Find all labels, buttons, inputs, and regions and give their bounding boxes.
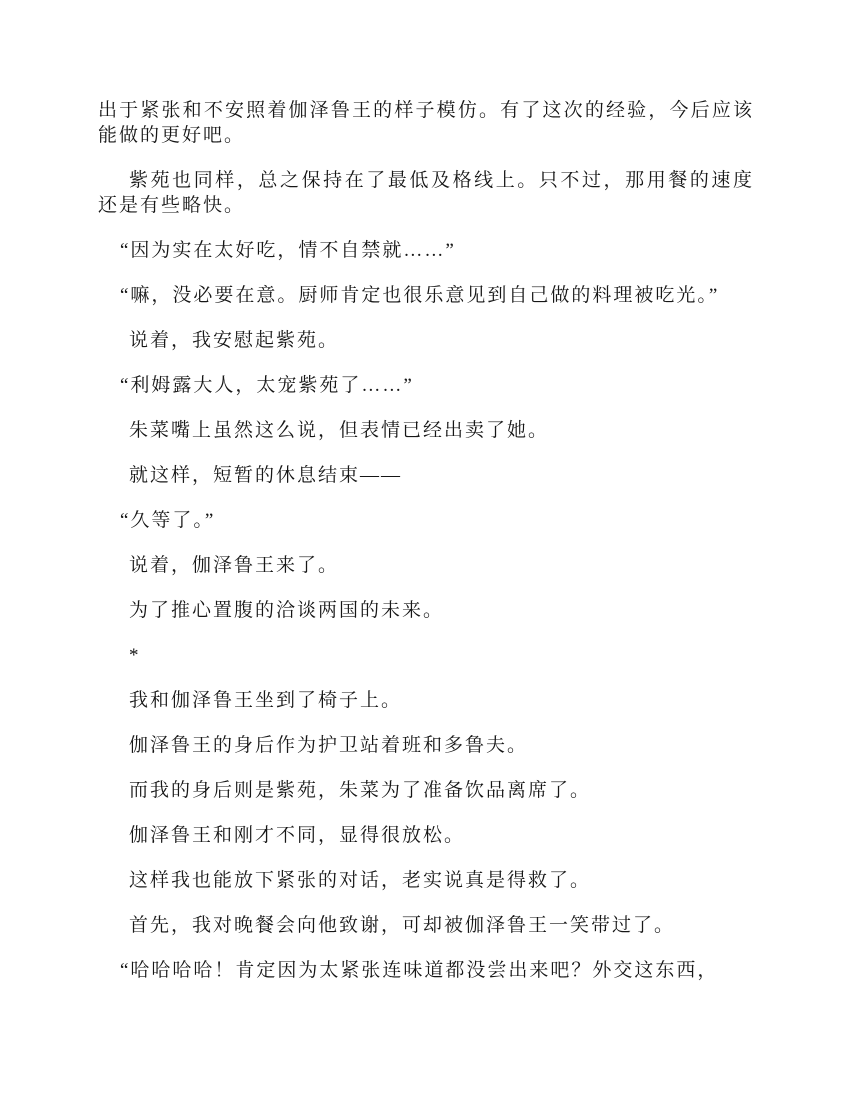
paragraph: 说着，我安慰起紫苑。 <box>129 330 340 351</box>
paragraph: 为了推心置腹的洽谈两国的未来。 <box>129 600 445 621</box>
paragraph: 就这样，短暂的休息结束—— <box>129 465 403 486</box>
paragraph: 这样我也能放下紧张的对话，老实说真是得救了。 <box>129 870 592 891</box>
paragraph: 而我的身后则是紫苑，朱菜为了准备饮品离席了。 <box>129 780 592 801</box>
paragraph: 伽泽鲁王和刚才不同，显得很放松。 <box>129 825 466 846</box>
paragraph: 伽泽鲁王的身后作为护卫站着班和多鲁夫。 <box>129 735 529 756</box>
paragraph-dialogue: “久等了。” <box>120 510 216 531</box>
paragraph: 朱菜嘴上虽然这么说，但表情已经出卖了她。 <box>129 420 550 441</box>
paragraph-dialogue: “嘛，没必要在意。厨师肯定也很乐意见到自己做的料理被吃光。” <box>120 285 720 306</box>
paragraph-dialogue: “因为实在太好吃，情不自禁就……” <box>120 240 456 261</box>
paragraph-dialogue: “利姆露大人，太宠紫苑了……” <box>120 375 414 396</box>
paragraph: 我和伽泽鲁王坐到了椅子上。 <box>129 690 403 711</box>
paragraph: 出于紧张和不安照着伽泽鲁王的样子模仿。有了这次的经验，今后应该能做的更好吧。 <box>98 100 754 146</box>
paragraph: 说着，伽泽鲁王来了。 <box>129 555 340 576</box>
paragraph-dialogue: “哈哈哈哈！肯定因为太紧张连味道都没尝出来吧？外交这东西， <box>120 960 719 981</box>
paragraph: 首先，我对晚餐会向他致谢，可却被伽泽鲁王一笑带过了。 <box>129 915 676 936</box>
scene-break: * <box>129 645 141 666</box>
paragraph: 紫苑也同样，总之保持在了最低及格线上。只不过，那用餐的速度还是有些略快。 <box>98 170 754 216</box>
